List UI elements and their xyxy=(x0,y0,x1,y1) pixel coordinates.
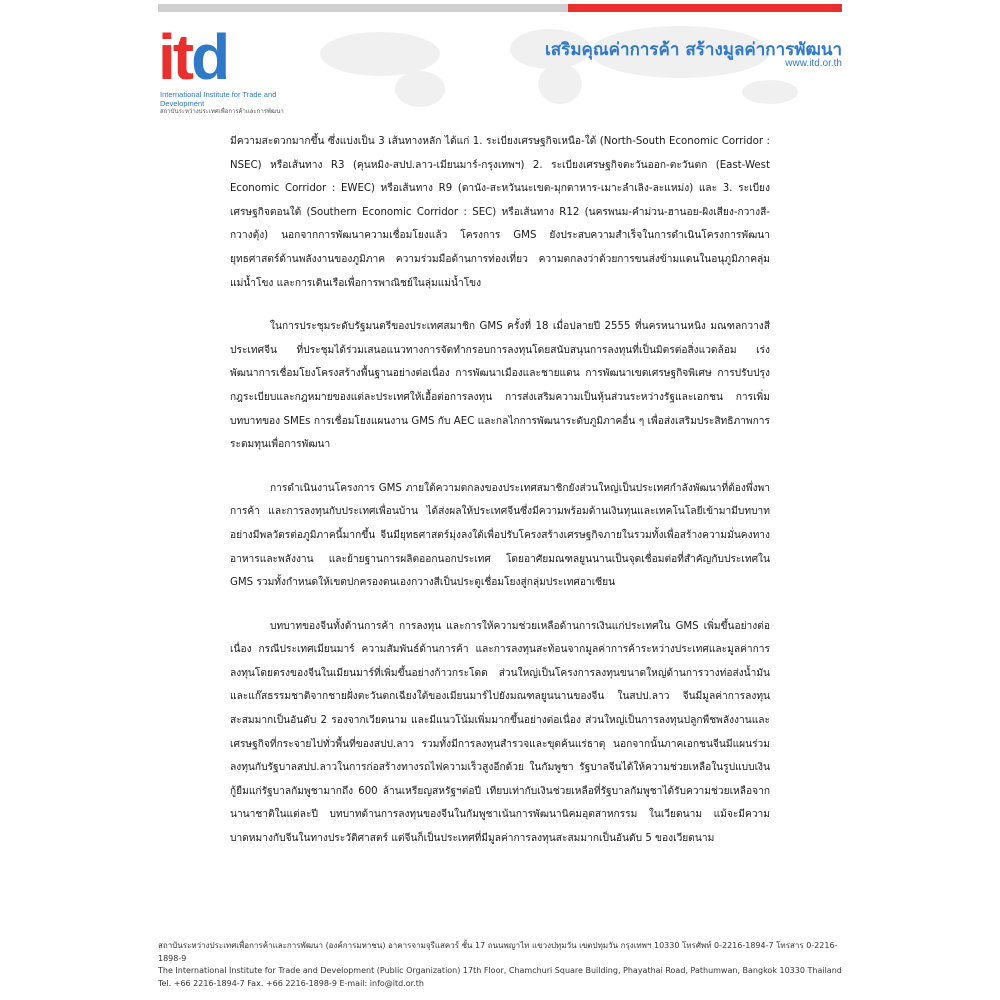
logo-subtitle-en: International Institute for Trade and Development xyxy=(160,90,277,108)
logo-wordmark xyxy=(158,22,227,92)
paragraph-4: บทบาทของจีนทั้งด้านการค้า การลงทุน และการให้ความช่วยเหลือด้านการเงินแก่ประเทศใน GMS เพิ่มขึ้นอย่างต่อเนื่อง กรณีประเทศเมียนมาร์ ความสัมพันธ์ด้านการค้า และการลงทุนสะท้อนจากมูลค่าการค้าระหว่างประเทศและมูลค่าการลงทุนโดยตรงของจีนในเมียนมาร์ที่เพิ่มขึ้นอย่างก้าวกระโดด ส่วนใหญ่เป็นโครงการลงทุนขนาดใหญ่ด้านการวางท่อส่งน้ำมันและแก๊สธรรมชาติจากชายฝั่งตะวันตกเฉียงใต้ของเมียนมาร์ไปยังมณฑลยูนนานของจีน ในสปป.ลาว จีนมีมูลค่าการลงทุนสะสมมากเป็นอันดับ 2 รองจากเวียดนาม และมีแนวโน้มเพิ่มมากขึ้นอย่างต่อเนื่อง ส่วนใหญ่เป็นการลงทุนปลูกพืชพลังงานและเศรษฐกิจที่กระจายไปทั่วพื้นที่ของสปป.ลาว รวมทั้งมีการลงทุนสำรวจและขุดค้นแร่ธาตุ นอกจากนั้นภาคเอกชนจีนมีแผนร่วมลงทุนกับรัฐบาลสปป.ลาวในการก่อสร้างทางรถไฟความเร็วสูงอีกด้วย ในกัมพูชา รัฐบาลจีนได้ให้ความช่วยเหลือในรูปแบบเงินกู้ยืมแก่รัฐบาลกัมพูชามากถึง 600 ล้านเหรียญสหรัฐฯต่อปี เทียบเท่ากับเงินช่วยเหลือที่รัฐบาลกัมพูชาได้รับความช่วยเหลือจากนานาชาติในแต่ละปี บทบาทด้านการลงทุนของจีนในกัมพูชาเน้นการพัฒนานิคมอุตสาหกรรม ในเวียดนาม แม้จะมีความบาดหมางกับจีนในทางประวัติศาสตร์ แต่จีนก็เป็นประเทศที่มีมูลค่าการลงทุนสะสมมากเป็นอันดับ 5 ของเวียดนาม xyxy=(230,620,770,845)
footer-address-th: สถาบันระหว่างประเทศเพื่อการค้าและการพัฒนา (องค์การมหาชน) อาคารจามจุรีแสควร์ ชั้น 17 ถนนพญาไท แขวงปทุมวัน เขตปทุมวัน กรุงเทพฯ 10330 โทรศัพท์ 0-2216-1894-7 โทรสาร 0-2216-1898-9 xyxy=(158,941,838,963)
footer-contact: Tel. +66 2216-1894-7 Fax. +66 2216-1898-9 E-mail: info@itd.or.th xyxy=(158,978,424,988)
logo-subtitle-th: สถาบันระหว่างประเทศเพื่อการค้าและการพัฒนา xyxy=(160,109,284,115)
logo-letters-it: it xyxy=(158,21,192,93)
page-footer xyxy=(158,940,842,990)
header-website: www.itd.or.th xyxy=(785,58,842,69)
document-body xyxy=(230,130,770,871)
header-color-bar xyxy=(158,4,842,12)
itd-logo xyxy=(158,21,284,122)
logo-letters-d: d xyxy=(191,21,228,93)
paragraph-3: การดำเนินงานโครงการ GMS ภายใต้ความตกลงของประเทศสมาชิกยังส่วนใหญ่เป็นประเทศกำลังพัฒนาที่ต้องพึ่งพาการค้า และการลงทุนกับประเทศเพื่อนบ้าน ได้ส่งผลให้ประเทศจีนซึ่งมีความพร้อมด้านเงินทุนและเทคโนโลยีเข้ามามีบทบาทอย่างมีพลวัตรต่อภูมิภาคนี้มากขึ้น จีนมียุทธศาสตร์มุ่งลงใต้เพื่อปรับโครงสร้างเศรษฐกิจภายในรวมทั้งเพื่อสร้างความมั่นคงทางอาหารและพลังงาน และย้ายฐานการผลิตออกนอกประเทศ โดยอาศัยมณฑลยูนนานเป็นจุดเชื่อมต่อที่สำคัญกับประเทศใน GMS รวมทั้งกำหนดให้เขตปกครองตนเองกวางสีเป็นประตูเชื่อมโยงสู่กลุ่มประเทศอาเซียน xyxy=(230,482,770,589)
logo-subtitle xyxy=(160,90,300,117)
header-bar-red xyxy=(568,4,842,12)
paragraph-1: มีความสะดวกมากขึ้น ซึ่งแบ่งเป็น 3 เส้นทางหลัก ได้แก่ 1. ระเบียงเศรษฐกิจเหนือ-ใต้ (North-South Economic Corridor : NSEC) หรือเส้นทาง R3 (คุนหมิง-สปป.ลาว-เมียนมาร์-กรุงเทพฯ) 2. ระเบียงเศรษฐกิจตะวันออก-ตะวันตก (East-West Economic Corridor : EWEC) หรือเส้นทาง R9 (ดานัง-สะหวันนะเขต-มุกดาหาร-เมาะลำเลิง-ละแหม่ง) และ 3. ระเบียงเศรษฐกิจตอนใต้ (Southern Economic Corridor : SEC) หรือเส้นทาง R12 (นครพนม-คำม่วน-ฮานอย-ผิงเสียง-กวางสี-กวางตุ้ง) นอกจากการพัฒนาความเชื่อมโยงแล้ว โครงการ GMS ยังประสบความสำเร็จในการดำเนินโครงการพัฒนายุทธศาสตร์ด้านพลังงานของภูมิภาค ความร่วมมือด้านการท่องเที่ยว ความตกลงว่าด้วยการขนส่งข้ามแดนในอนุภูมิภาคลุ่มแม่น้ำโขง และการเดินเรือเพื่อการพาณิชย์ในลุ่มแม่น้ำโขง xyxy=(230,136,770,289)
header-slogan: เสริมคุณค่าการค้า สร้างมูลค่าการพัฒนา xyxy=(545,40,842,60)
header-bar-grey xyxy=(158,4,568,12)
paragraph-2: ในการประชุมระดับรัฐมนตรีของประเทศสมาชิก GMS ครั้งที่ 18 เมื่อปลายปี 2555 ที่นครหนานหนิง มณฑลกวางสี ประเทศจีน ที่ประชุมได้ร่วมเสนอแนวทางการจัดทำกรอบการลงทุนโดยสนับสนุนการลงทุนที่เป็นมิตรต่อสิ่งแวดล้อม เร่งพัฒนาการเชื่อมโยงโครงสร้างพื้นฐานอย่างต่อเนื่อง การพัฒนาเมืองและชายแดน การพัฒนาเขตเศรษฐกิจพิเศษ การปรับปรุงกฎระเบียบและกฎหมายของแต่ละประเทศให้เอื้อต่อการลงทุน การส่งเสริมความเป็นหุ้นส่วนระหว่างรัฐและเอกชน การเพิ่มบทบาทของ SMEs การเชื่อมโยงแผนงาน GMS กับ AEC และกลไกการพัฒนาระดับภูมิภาคอื่น ๆ เพื่อส่งเสริมประสิทธิภาพการระดมทุนเพื่อการพัฒนา xyxy=(230,321,770,451)
footer-address-en: The International Institute for Trade and Development (Public Organization) 17th Floor, Chamchuri Square Building, Phayathai Road, Pathumwan, Bangkok 10330 Thailand xyxy=(158,966,842,975)
